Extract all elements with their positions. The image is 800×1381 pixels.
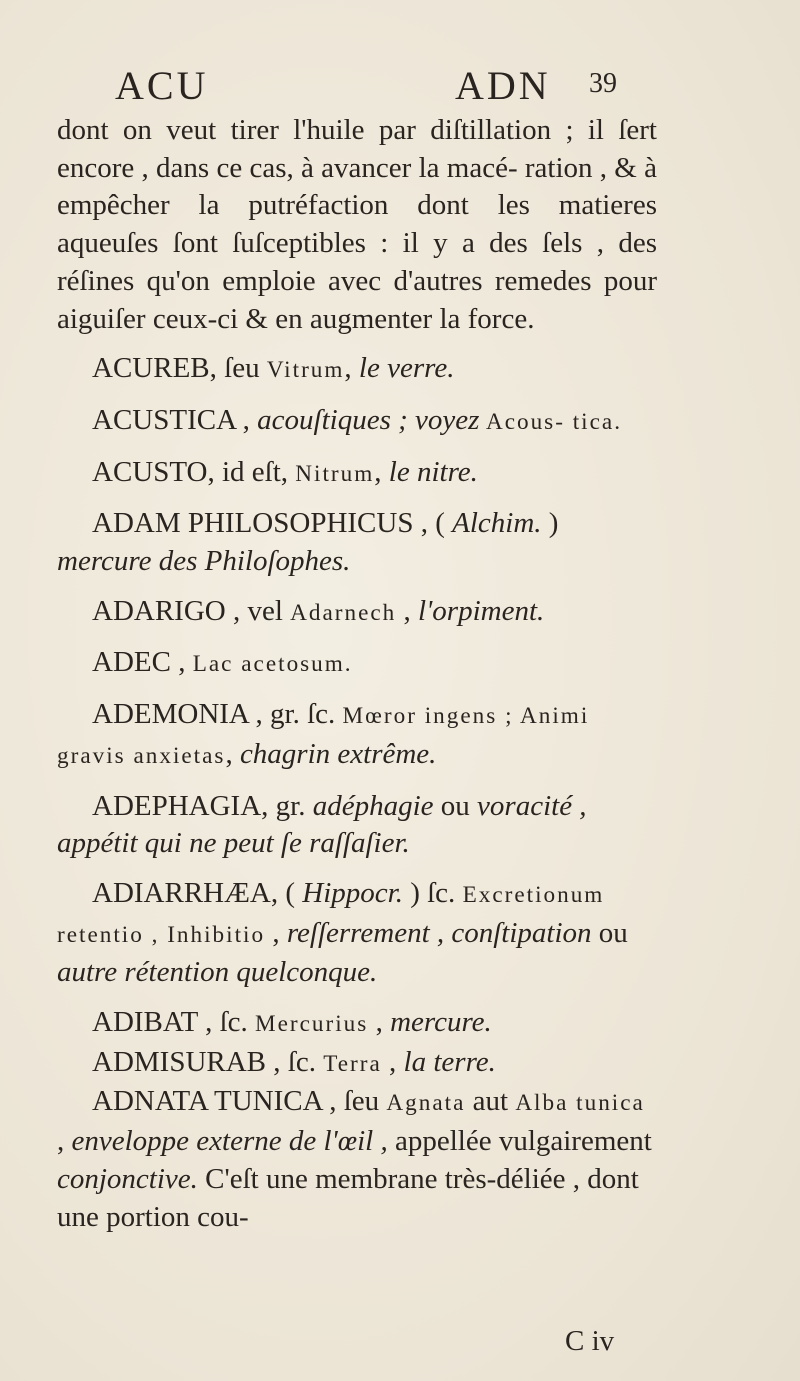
entry-admisurab: ADMISURAB , ſc. Terra , la terre. bbox=[92, 1045, 496, 1078]
dictionary-text bbox=[57, 112, 657, 1236]
entry-headword: ACUREB bbox=[92, 352, 210, 385]
header-left-guideword: ACU bbox=[115, 63, 209, 108]
continuation-paragraph: dont on veut tirer l'huile par diſtillation ; il ſert encore , dans ce cas, à avancer la macé- ration , & à empêcher la putréfaction dont les matieres aqueuſes ſont ſuſceptibles : il y a des ſels , des réſines qu'on emploie avec d'autres remedes pour aiguiſer ceux-ci & en augmenter la force. bbox=[57, 114, 657, 335]
entry-acusto: ACUSTO, id eſt, Nitrum, le nitre. bbox=[92, 455, 478, 488]
entry-headword: ADIBAT bbox=[92, 1006, 198, 1039]
entry-adibat: ADIBAT , ſc. Mercurius , mercure. bbox=[92, 1006, 492, 1039]
header-right-guideword: ADN bbox=[455, 63, 551, 108]
entry-adnata-tunica: ADNATA TUNICA , ſeu Agnata aut Alba tunica , enveloppe externe de l'œil , appellée vulgairement conjonctive. C'eſt une membrane très-déliée , dont une portion cou- bbox=[57, 1085, 652, 1233]
entry-headword: ADEMONIA bbox=[92, 698, 249, 731]
entry-headword: ADAM PHILOSOPHICUS bbox=[92, 507, 414, 540]
entry-headword: ACUSTO bbox=[92, 455, 208, 488]
signature-mark: C iv bbox=[565, 1325, 615, 1357]
entry-headword: ADIARRHÆA bbox=[92, 876, 271, 909]
entry-adephagia: ADEPHAGIA, gr. adéphagie ou voracité , appétit qui ne peut ſe raſſaſier. bbox=[57, 789, 587, 860]
entry-headword: ADEC bbox=[92, 646, 171, 679]
entry-adiarrhaea: ADIARRHÆA, ( Hippocr. ) ſc. Excretionum retentio , Inhibitio , reſſerrement , conſtipation ou autre rétention quelconque. bbox=[57, 876, 628, 989]
entry-headword: ADEPHAGIA bbox=[92, 789, 262, 822]
entry-headword: ADMISURAB bbox=[92, 1045, 267, 1078]
running-header bbox=[115, 62, 660, 106]
entry-acureb: ACUREB, ſeu Vitrum, le verre. bbox=[92, 352, 455, 385]
entry-adam-philosophicus: ADAM PHILOSOPHICUS , ( Alchim. ) mercure des Philoſophes. bbox=[57, 507, 559, 578]
entry-adec: ADEC , Lac acetosum. bbox=[92, 646, 353, 679]
entry-acustica: ACUSTICA , acouſtiques ; voyez Acous- tica. bbox=[92, 403, 622, 436]
entry-ademonia: ADEMONIA , gr. ſc. Mœror ingens ; Animi gravis anxietas, chagrin extrême. bbox=[57, 698, 590, 770]
entry-headword: ADARIGO bbox=[92, 594, 226, 627]
entry-headword: ADNATA TUNICA bbox=[92, 1085, 322, 1118]
entry-adarigo: ADARIGO , vel Adarnech , l'orpiment. bbox=[92, 594, 545, 627]
page-number: 39 bbox=[589, 68, 617, 99]
entry-headword: ACUSTICA bbox=[92, 403, 236, 436]
